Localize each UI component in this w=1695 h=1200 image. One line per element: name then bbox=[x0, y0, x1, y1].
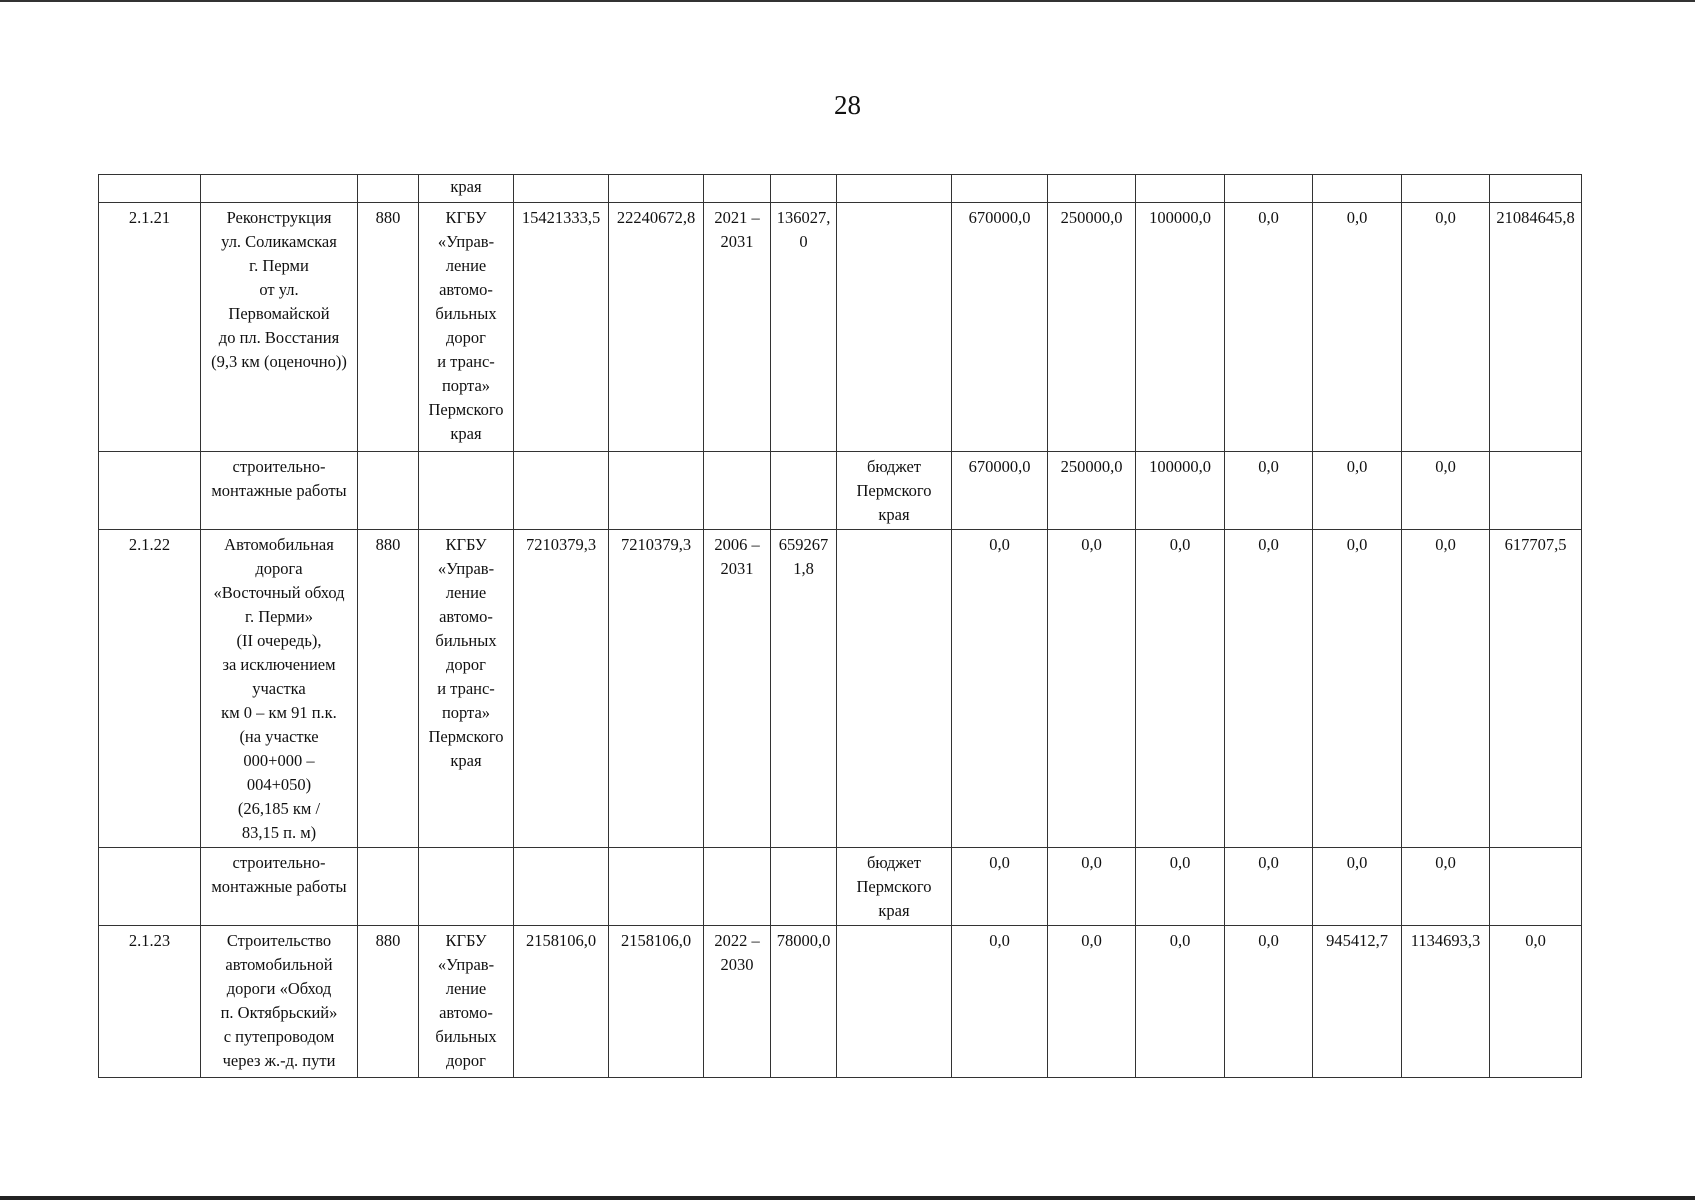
cell-cost-total: 2158106,0 bbox=[514, 926, 609, 1078]
cell-year-5: 0,0 bbox=[1313, 530, 1402, 848]
cell-budget bbox=[837, 530, 952, 848]
cell-name: строительно- монтажные работы bbox=[201, 452, 358, 530]
cell-year-4: 0,0 bbox=[1225, 203, 1313, 452]
cell-year-1: 670000,0 bbox=[952, 452, 1048, 530]
scan-top-edge bbox=[0, 0, 1695, 2]
cell-empty bbox=[609, 175, 704, 203]
cell-org-continued: края bbox=[419, 175, 514, 203]
page-number: 28 bbox=[834, 90, 861, 120]
cell-period bbox=[704, 452, 771, 530]
cell-year-3: 100000,0 bbox=[1136, 452, 1225, 530]
cell-year-1: 0,0 bbox=[952, 926, 1048, 1078]
cell-empty bbox=[952, 175, 1048, 203]
cell-empty bbox=[1402, 175, 1490, 203]
table-row-subitem bbox=[99, 452, 1582, 530]
cell-id bbox=[99, 452, 201, 530]
cell-year-2: 0,0 bbox=[1048, 530, 1136, 848]
cell-remainder: 0,0 bbox=[1490, 926, 1582, 1078]
cell-org: КГБУ «Управ- ление автомо- бильных дорог и транс- порта» Пермского края bbox=[419, 530, 514, 848]
cell-period: 2022 – 2030 bbox=[704, 926, 771, 1078]
cell-id: 2.1.21 bbox=[99, 203, 201, 452]
cell-cost-estimate: 2158106,0 bbox=[609, 926, 704, 1078]
cell-remainder: 617707,5 bbox=[1490, 530, 1582, 848]
cell-spent: 659267 1,8 bbox=[771, 530, 837, 848]
cell-year-4: 0,0 bbox=[1225, 926, 1313, 1078]
cell-year-5: 945412,7 bbox=[1313, 926, 1402, 1078]
cell-org: КГБУ «Управ- ление автомо- бильных дорог bbox=[419, 926, 514, 1078]
cell-org bbox=[419, 452, 514, 530]
cell-code bbox=[358, 452, 419, 530]
cell-cost-estimate bbox=[609, 848, 704, 926]
cell-cost-total bbox=[514, 848, 609, 926]
cell-code: 880 bbox=[358, 203, 419, 452]
cell-name: Реконструкция ул. Соликамская г. Перми от ул. Первомайской до пл. Восстания (9,3 км (оценочно)) bbox=[201, 203, 358, 452]
cell-empty bbox=[704, 175, 771, 203]
cell-empty bbox=[1136, 175, 1225, 203]
cell-year-5: 0,0 bbox=[1313, 848, 1402, 926]
cell-year-2: 250000,0 bbox=[1048, 452, 1136, 530]
cell-name: строительно- монтажные работы bbox=[201, 848, 358, 926]
cell-year-5: 0,0 bbox=[1313, 452, 1402, 530]
cell-org bbox=[419, 848, 514, 926]
cell-remainder bbox=[1490, 452, 1582, 530]
cell-year-3: 0,0 bbox=[1136, 530, 1225, 848]
cell-year-1: 0,0 bbox=[952, 530, 1048, 848]
table-row-item bbox=[99, 926, 1582, 1078]
table-row-continued bbox=[99, 175, 1582, 203]
cell-budget: бюджет Пермского края bbox=[837, 452, 952, 530]
scan-bottom-edge bbox=[0, 1196, 1695, 1200]
cell-cost-total: 7210379,3 bbox=[514, 530, 609, 848]
cell-year-6: 1134693,3 bbox=[1402, 926, 1490, 1078]
cell-year-6: 0,0 bbox=[1402, 530, 1490, 848]
table-row-item bbox=[99, 203, 1582, 452]
cell-empty bbox=[1313, 175, 1402, 203]
cell-org: КГБУ «Управ- ление автомо- бильных дорог и транс- порта» Пермского края bbox=[419, 203, 514, 452]
cell-year-5: 0,0 bbox=[1313, 203, 1402, 452]
cell-spent bbox=[771, 848, 837, 926]
cell-cost-total: 15421333,5 bbox=[514, 203, 609, 452]
cell-code: 880 bbox=[358, 530, 419, 848]
cell-year-4: 0,0 bbox=[1225, 452, 1313, 530]
cell-empty bbox=[1490, 175, 1582, 203]
cell-year-3: 0,0 bbox=[1136, 926, 1225, 1078]
cell-period bbox=[704, 848, 771, 926]
cell-year-2: 0,0 bbox=[1048, 848, 1136, 926]
cell-name: Автомобильная дорога «Восточный обход г. Перми» (II очередь), за исключением участка км 0 – км 91 п.к. (на участке 000+000 – 004+050) (26,185 км / 83,15 п. м) bbox=[201, 530, 358, 848]
cell-year-4: 0,0 bbox=[1225, 530, 1313, 848]
cell-remainder bbox=[1490, 848, 1582, 926]
table-row-subitem bbox=[99, 848, 1582, 926]
cell-spent: 78000,0 bbox=[771, 926, 837, 1078]
cell-cost-total bbox=[514, 452, 609, 530]
cell-year-1: 670000,0 bbox=[952, 203, 1048, 452]
cell-empty bbox=[837, 175, 952, 203]
table-row-item bbox=[99, 530, 1582, 848]
cell-year-3: 100000,0 bbox=[1136, 203, 1225, 452]
cell-year-1: 0,0 bbox=[952, 848, 1048, 926]
cell-budget bbox=[837, 926, 952, 1078]
cell-year-3: 0,0 bbox=[1136, 848, 1225, 926]
cell-cost-estimate bbox=[609, 452, 704, 530]
cell-period: 2021 – 2031 bbox=[704, 203, 771, 452]
cell-code: 880 bbox=[358, 926, 419, 1078]
cell-id: 2.1.22 bbox=[99, 530, 201, 848]
cell-empty bbox=[1048, 175, 1136, 203]
cell-name: Строительство автомобильной дороги «Обход п. Октябрьский» с путепроводом через ж.-д. пути bbox=[201, 926, 358, 1078]
cell-empty bbox=[99, 175, 201, 203]
cell-year-6: 0,0 bbox=[1402, 452, 1490, 530]
cell-cost-estimate: 7210379,3 bbox=[609, 530, 704, 848]
cell-empty bbox=[201, 175, 358, 203]
cell-id: 2.1.23 bbox=[99, 926, 201, 1078]
cell-empty bbox=[514, 175, 609, 203]
cell-cost-estimate: 22240672,8 bbox=[609, 203, 704, 452]
cell-spent: 136027, 0 bbox=[771, 203, 837, 452]
cell-empty bbox=[1225, 175, 1313, 203]
cell-year-2: 0,0 bbox=[1048, 926, 1136, 1078]
program-table bbox=[98, 174, 1582, 1078]
cell-remainder: 21084645,8 bbox=[1490, 203, 1582, 452]
cell-empty bbox=[771, 175, 837, 203]
cell-year-4: 0,0 bbox=[1225, 848, 1313, 926]
cell-code bbox=[358, 848, 419, 926]
cell-id bbox=[99, 848, 201, 926]
cell-year-2: 250000,0 bbox=[1048, 203, 1136, 452]
cell-year-6: 0,0 bbox=[1402, 203, 1490, 452]
cell-year-6: 0,0 bbox=[1402, 848, 1490, 926]
cell-budget bbox=[837, 203, 952, 452]
cell-empty bbox=[358, 175, 419, 203]
cell-period: 2006 – 2031 bbox=[704, 530, 771, 848]
cell-spent bbox=[771, 452, 837, 530]
cell-budget: бюджет Пермского края bbox=[837, 848, 952, 926]
